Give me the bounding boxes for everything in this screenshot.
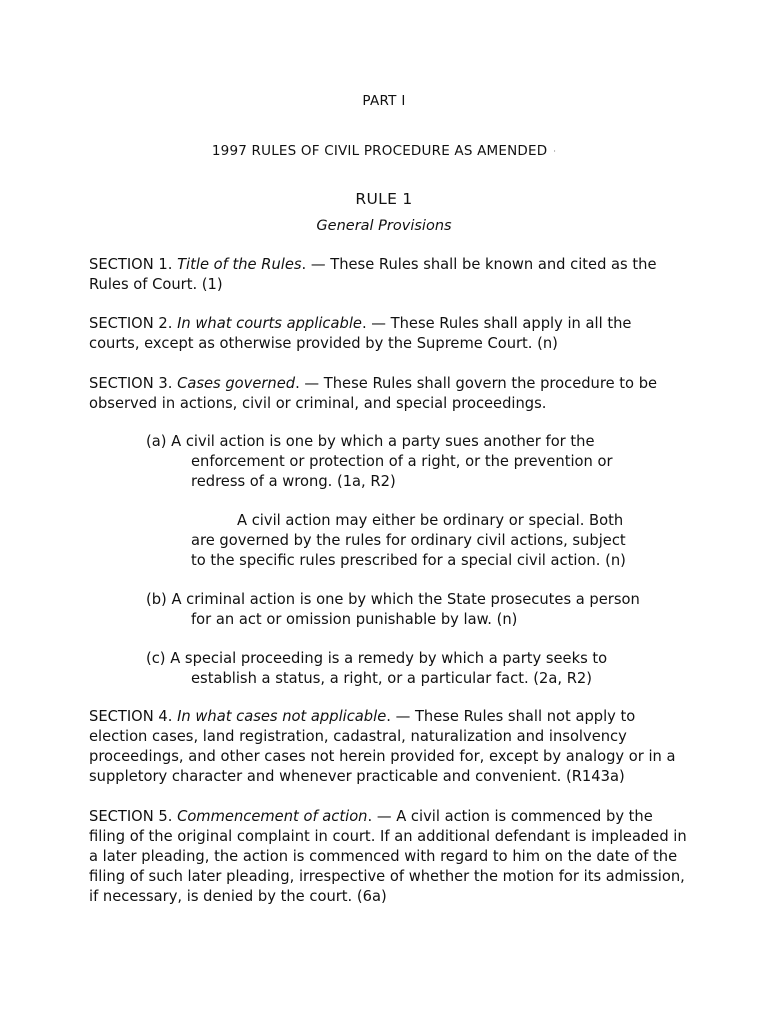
- section-1: [89, 255, 657, 295]
- section-1-number: SECTION 1.: [89, 256, 178, 273]
- section-5-line-3: a later pleading, the action is commenced with regard to him on the date of the: [89, 848, 678, 865]
- section-5-line-1: [89, 807, 687, 827]
- item-c-line-1: (c) A special proceeding is a remedy by which a party seeks to: [146, 650, 608, 667]
- section-2-heading: In what courts applicable: [177, 315, 362, 332]
- section-3-line-2: observed in actions, civil or criminal, and special proceedings.: [89, 395, 547, 412]
- item-a-line-3: redress of a wrong. (1a, R2): [191, 473, 396, 490]
- section-2-line-1: [89, 314, 631, 334]
- section-5-heading: Commencement of action: [177, 808, 368, 825]
- item-a-note-line-3: to the specific rules prescribed for a special civil action. (n): [191, 552, 626, 569]
- section-4-line-2: election cases, land registration, cadastral, naturalization and insolvency: [89, 728, 627, 745]
- section-3-text-start: . — These Rules shall govern the procedure to be: [295, 375, 658, 392]
- section-4: [89, 707, 676, 787]
- item-b-line-1: (b) A criminal action is one by which the State prosecutes a person: [146, 591, 640, 608]
- section-3-number: SECTION 3.: [89, 375, 178, 392]
- section-1-heading: Title of the Rules: [177, 256, 302, 273]
- section-5: [89, 807, 687, 907]
- section-3-item-a-note: [191, 511, 626, 571]
- section-3-line-1: [89, 374, 657, 394]
- section-5-line-4: filing of such later pleading, irrespective of whether the motion for its admission,: [89, 868, 685, 885]
- item-a-note-line-1: A civil action may either be ordinary or special. Both: [237, 512, 624, 529]
- part-label: PART I: [362, 93, 406, 109]
- section-4-line-3: proceedings, and other cases not herein provided for, except by analogy or in a: [89, 748, 676, 765]
- item-a-note-line-2: are governed by the rules for ordinary civil actions, subject: [191, 532, 626, 549]
- section-3-item-c: [146, 649, 607, 689]
- section-5-line-2: filing of the original complaint in court. If an additional defendant is impleaded in: [89, 828, 687, 845]
- section-2: [89, 314, 631, 354]
- section-4-line-1: [89, 707, 676, 727]
- item-c-line-2: establish a status, a right, or a particular fact. (2a, R2): [191, 670, 592, 687]
- item-b-line-2: for an act or omission punishable by law. (n): [191, 611, 518, 628]
- section-1-line-1: [89, 255, 657, 275]
- section-4-line-4: suppletory character and whenever practicable and convenient. (R143a): [89, 768, 625, 785]
- section-1-line-2: Rules of Court. (1): [89, 276, 223, 293]
- title-footnote-mark: ·: [553, 147, 557, 156]
- rule-number: RULE 1: [355, 190, 413, 208]
- section-5-number: SECTION 5.: [89, 808, 178, 825]
- section-3-item-b: [146, 590, 640, 630]
- document-title: [0, 143, 768, 159]
- section-3-item-a: [146, 432, 613, 492]
- section-2-line-2: courts, except as otherwise provided by the Supreme Court. (n): [89, 335, 558, 352]
- item-a-line-1: (a) A civil action is one by which a party sues another for the: [146, 433, 595, 450]
- section-1-text-start: . — These Rules shall be known and cited as the: [301, 256, 657, 273]
- section-4-heading: In what cases not applicable: [177, 708, 387, 725]
- section-5-line-5: if necessary, is denied by the court. (6a): [89, 888, 387, 905]
- document-title-text: 1997 RULES OF CIVIL PROCEDURE AS AMENDED: [211, 143, 548, 159]
- section-2-text-start: . — These Rules shall apply in all the: [361, 315, 632, 332]
- section-3-heading: Cases governed: [177, 375, 296, 392]
- section-2-number: SECTION 2.: [89, 315, 178, 332]
- section-3: [89, 374, 657, 414]
- rule-subtitle: General Provisions: [316, 218, 452, 234]
- section-5-text-start: . — A civil action is commenced by the: [367, 808, 653, 825]
- section-4-text-start: . — These Rules shall not apply to: [386, 708, 636, 725]
- section-4-number: SECTION 4.: [89, 708, 178, 725]
- item-a-line-2: enforcement or protection of a right, or the prevention or: [191, 453, 613, 470]
